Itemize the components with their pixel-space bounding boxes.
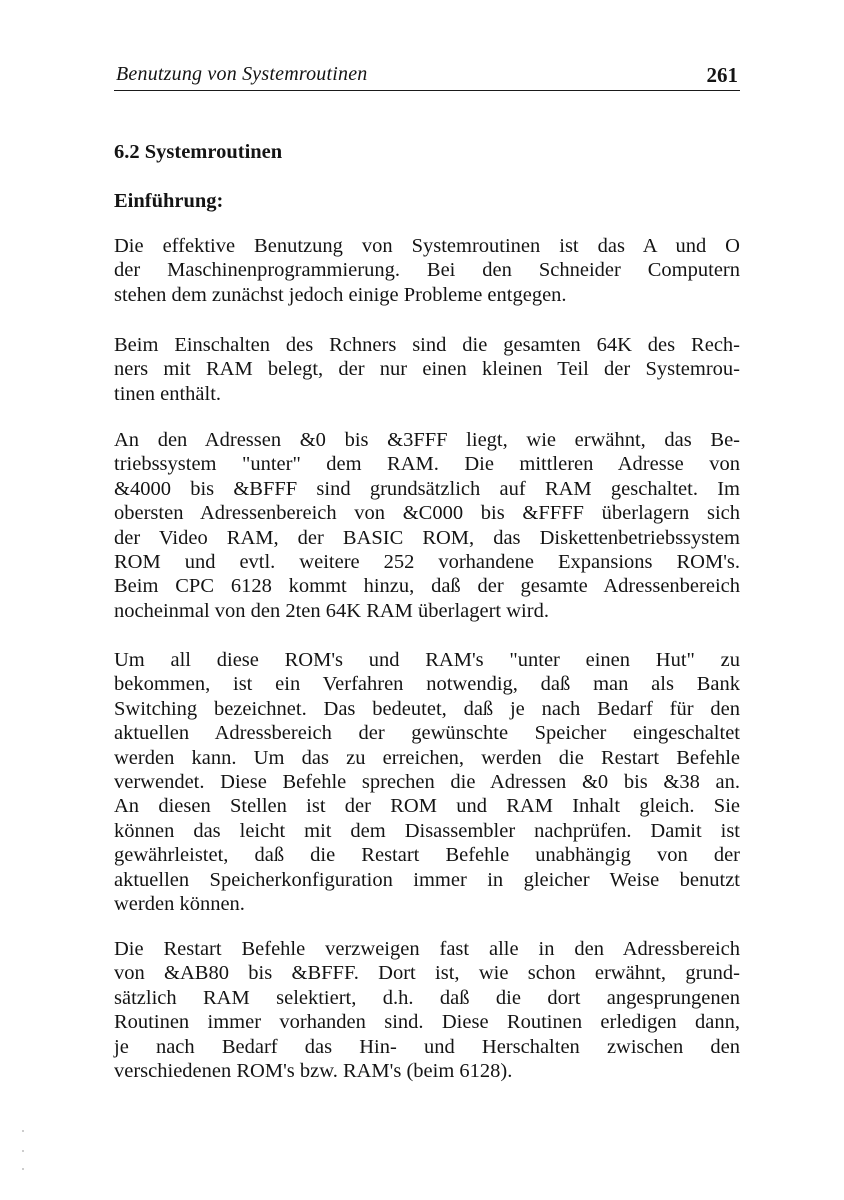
sub-heading: Einführung: (114, 190, 224, 212)
text-line: Beim Einschalten des Rchners sind die gesamten 64K des Rech- (114, 334, 740, 356)
running-title: Benutzung von Systemroutinen (116, 63, 368, 85)
text-line: ROM und evtl. weitere 252 vorhandene Expansions ROM's. (114, 550, 740, 573)
text-line: Die effektive Benutzung von Systemroutinen ist das A und O (114, 235, 740, 257)
text-line: verschiedenen ROM's bzw. RAM's (beim 6128). (114, 1059, 513, 1082)
text-line: bekommen, ist ein Verfahren notwendig, daß man als Bank (114, 673, 740, 696)
text-line: aktuellen Adressbereich der gewünschte Speicher eingeschaltet (114, 722, 740, 745)
text-line: aktuellen Speicherkonfiguration immer in gleicher Weise benutzt (114, 868, 740, 891)
text-line: sätzlich RAM selektiert, d.h. daß die dort angesprungenen (114, 986, 740, 1009)
text-line: gewährleistet, daß die Restart Befehle unabhängig von der (114, 844, 740, 867)
text-line: An diesen Stellen ist der ROM und RAM Inhalt gleich. Sie (114, 795, 740, 818)
scan-speck (22, 1130, 24, 1132)
text-line: können das leicht mit dem Disassembler nachprüfen. Damit ist (114, 819, 740, 842)
paragraph-3 (114, 428, 740, 623)
text-line: &4000 bis &BFFF sind grundsätzlich auf RAM geschaltet. Im (114, 477, 740, 500)
text-line: ners mit RAM belegt, der nur einen kleinen Teil der Systemrou- (114, 358, 740, 381)
text-line: von &AB80 bis &BFFF. Dort ist, wie schon erwähnt, grund- (114, 962, 740, 985)
section-heading: 6.2 Systemroutinen (114, 141, 283, 163)
text-line: Um all diese ROM's und RAM's "unter einen Hut" zu (114, 649, 740, 671)
paragraph-2 (114, 333, 740, 406)
text-line: obersten Adressenbereich von &C000 bis &FFFF überlagern sich (114, 502, 740, 525)
paragraph-5 (114, 937, 740, 1083)
text-line: verwendet. Diese Befehle sprechen die Adressen &0 bis &38 an. (114, 770, 740, 793)
scan-speck (22, 1168, 24, 1170)
scan-speck (22, 1150, 24, 1152)
text-line: tinen enthält. (114, 382, 222, 405)
text-line: werden kann. Um das zu erreichen, werden die Restart Befehle (114, 746, 740, 769)
text-line: je nach Bedarf das Hin- und Herschalten zwischen den (114, 1035, 740, 1058)
text-line: Routinen immer vorhanden sind. Diese Routinen erledigen dann, (114, 1011, 740, 1034)
paragraph-4 (114, 648, 740, 916)
paragraph-1 (114, 234, 740, 307)
text-line: stehen dem zunächst jedoch einige Probleme entgegen. (114, 283, 567, 306)
text-line: An den Adressen &0 bis &3FFF liegt, wie erwähnt, das Be- (114, 429, 740, 451)
text-line: nocheinmal von den 2ten 64K RAM überlagert wird. (114, 599, 549, 622)
running-header (114, 62, 740, 91)
text-line: der Video RAM, der BASIC ROM, das Diskettenbetriebssystem (114, 526, 740, 549)
text-line: Beim CPC 6128 kommt hinzu, daß der gesamte Adressenbereich (114, 575, 740, 598)
text-line: triebssystem "unter" dem RAM. Die mittleren Adresse von (114, 453, 740, 476)
text-line: der Maschinenprogrammierung. Bei den Schneider Computern (114, 259, 740, 282)
page-number: 261 (706, 63, 738, 87)
text-line: werden können. (114, 892, 245, 915)
text-line: Die Restart Befehle verzweigen fast alle in den Adressbereich (114, 938, 740, 960)
text-line: Switching bezeichnet. Das bedeutet, daß je nach Bedarf für den (114, 697, 740, 720)
